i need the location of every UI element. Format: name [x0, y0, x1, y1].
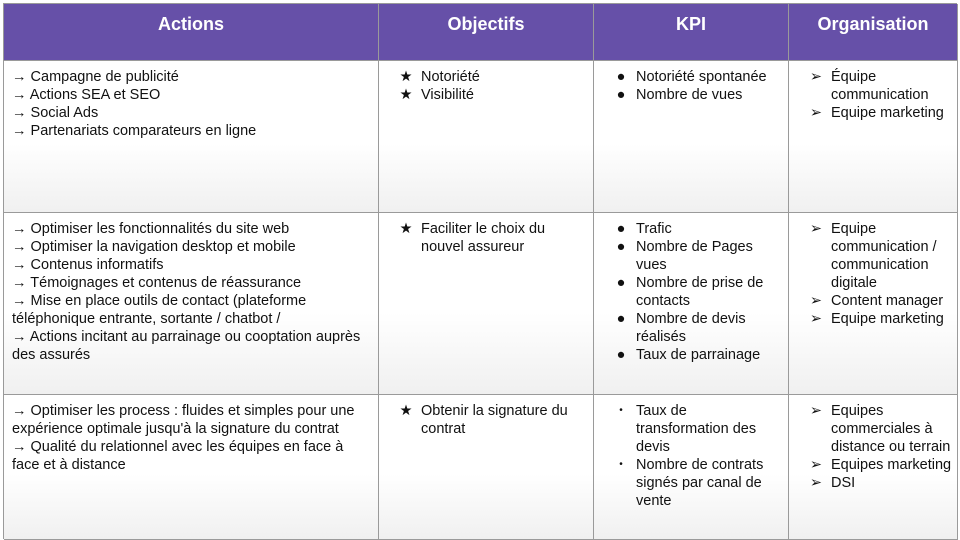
objectif-item: [379, 220, 593, 256]
objectif-text: Notoriété: [421, 69, 480, 85]
action-item: → Optimiser la navigation desktop et mobile: [12, 239, 296, 255]
organisation-text: Equipes marketing: [831, 457, 952, 473]
objectif-text: Faciliter le choix du nouvel assureur: [421, 221, 546, 255]
row-2-actions-cell: [4, 213, 379, 395]
bullet-icon: ●: [616, 275, 626, 291]
organisation-text: DSI: [831, 475, 856, 491]
bullet-icon: •: [619, 405, 623, 416]
kpi-item: [594, 346, 788, 364]
organisation-item: [789, 292, 957, 310]
action-item: → Campagne de publicité: [12, 69, 179, 85]
kpi-text: Nombre de contrats signés par canal de vente: [636, 457, 764, 509]
header-actions: Actions: [4, 4, 379, 61]
arrowhead-icon: ➢: [809, 475, 823, 491]
bullet-icon: ●: [616, 69, 626, 85]
bullet-icon: •: [619, 459, 623, 470]
action-item: → Partenariats comparateurs en ligne: [12, 123, 257, 139]
arrowhead-icon: ➢: [809, 221, 823, 237]
organisation-item: [789, 402, 957, 456]
organisation-text: Content manager: [831, 293, 944, 309]
kpi-item: [594, 86, 788, 104]
row-3-organisation-cell: [789, 395, 958, 540]
objectif-item: [379, 402, 593, 438]
bullet-icon: ●: [616, 87, 626, 103]
organisation-text: Equipe marketing: [831, 311, 944, 327]
row-1-objectifs-cell: [379, 61, 594, 213]
action-item: → Qualité du relationnel avec les équipes en face à face et à distance: [12, 439, 344, 473]
star-icon: ★: [399, 403, 413, 419]
organisation-item: [789, 68, 957, 104]
organisation-text: Equipe marketing: [831, 105, 944, 121]
objectif-item: [379, 68, 593, 86]
row-1-actions-cell: [4, 61, 379, 213]
objectif-text: Visibilité: [421, 87, 474, 103]
organisation-item: [789, 220, 957, 292]
arrowhead-icon: ➢: [809, 69, 823, 85]
star-icon: ★: [399, 69, 413, 85]
kpi-text: Taux de transformation des devis: [636, 403, 757, 455]
action-item: → Optimiser les process : fluides et simples pour une expérience optimale jusqu'à la signature du contrat: [12, 403, 355, 437]
organisation-item: [789, 310, 957, 328]
arrowhead-icon: ➢: [809, 457, 823, 473]
row-1-organisation-cell: [789, 61, 958, 213]
action-item: → Mise en place outils de contact (plateforme téléphonique entrante, sortante / chatbot /: [12, 293, 307, 327]
arrowhead-icon: ➢: [809, 293, 823, 309]
bullet-icon: ●: [616, 311, 626, 327]
organisation-item: [789, 474, 957, 492]
action-item: → Actions incitant au parrainage ou cooptation auprès des assurés: [12, 329, 361, 363]
arrowhead-icon: ➢: [809, 311, 823, 327]
header-kpi: KPI: [594, 4, 789, 61]
header-organisation: Organisation: [789, 4, 958, 61]
header-objectifs: Objectifs: [379, 4, 594, 61]
row-1-kpi-cell: [594, 61, 789, 213]
objectif-text: Obtenir la signature du contrat: [421, 403, 568, 437]
kpi-text: Nombre de prise de contacts: [636, 275, 764, 309]
kpi-text: Taux de parrainage: [636, 347, 761, 363]
organisation-text: Equipe communication / communication digitale: [831, 221, 937, 291]
kpi-item: [594, 310, 788, 346]
arrowhead-icon: ➢: [809, 403, 823, 419]
organisation-text: Equipes commerciales à distance ou terrain: [831, 403, 951, 455]
kpi-text: Notoriété spontanée: [636, 69, 767, 85]
bullet-icon: ●: [616, 347, 626, 363]
kpi-text: Nombre de Pages vues: [636, 239, 753, 273]
kpi-item: [594, 238, 788, 274]
action-item: → Social Ads: [12, 105, 99, 121]
kpi-text: Nombre de vues: [636, 87, 743, 103]
kpi-item: [594, 220, 788, 238]
actions-table: [3, 3, 957, 539]
row-3-objectifs-cell: [379, 395, 594, 540]
kpi-item: [594, 68, 788, 86]
organisation-text: Équipe communication: [831, 69, 929, 103]
action-item: → Actions SEA et SEO: [12, 87, 161, 103]
star-icon: ★: [399, 221, 413, 237]
action-item: → Témoignages et contenus de réassurance: [12, 275, 302, 291]
kpi-text: Nombre de devis réalisés: [636, 311, 746, 345]
row-3-kpi-cell: [594, 395, 789, 540]
bullet-icon: ●: [616, 221, 626, 237]
row-2-kpi-cell: [594, 213, 789, 395]
objectif-item: [379, 86, 593, 104]
action-item: → Optimiser les fonctionnalités du site web: [12, 221, 290, 237]
row-3-actions-cell: [4, 395, 379, 540]
row-2-objectifs-cell: [379, 213, 594, 395]
bullet-icon: ●: [616, 239, 626, 255]
kpi-item: [594, 456, 788, 510]
kpi-text: Trafic: [636, 221, 672, 237]
star-icon: ★: [399, 87, 413, 103]
organisation-item: [789, 104, 957, 122]
action-item: → Contenus informatifs: [12, 257, 164, 273]
organisation-item: [789, 456, 957, 474]
kpi-item: [594, 402, 788, 456]
kpi-item: [594, 274, 788, 310]
arrowhead-icon: ➢: [809, 105, 823, 121]
row-2-organisation-cell: [789, 213, 958, 395]
